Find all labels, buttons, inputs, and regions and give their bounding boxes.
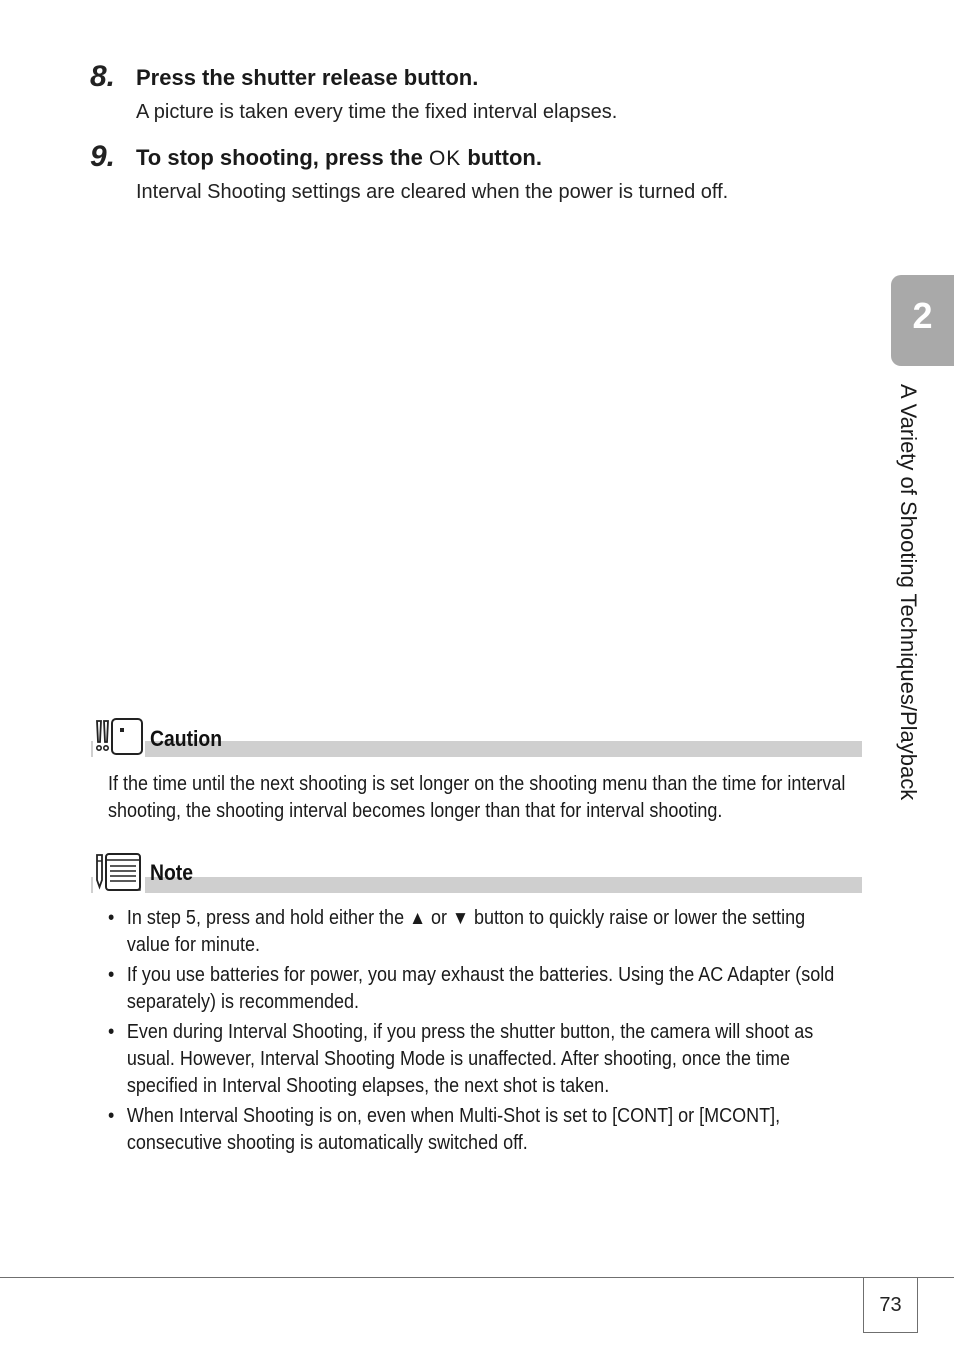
note-bar — [91, 877, 862, 893]
up-arrow-icon: ▲ — [409, 908, 427, 929]
note-line: value for minute. — [126, 934, 260, 956]
note-line: usual. However, Interval Shooting Mode is unaffected. After shooting, once the time — [126, 1048, 790, 1070]
caution-line: If the time until the next shooting is set longer on the shooting menu than the time for interval — [108, 773, 846, 795]
note-line: If you use batteries for power, you may exhaust the batteries. Using the AC Adapter (sold — [126, 964, 835, 986]
note-line — [127, 905, 846, 932]
note-text: or — [431, 907, 448, 929]
note-text: In step 5, press and hold either the — [126, 907, 405, 929]
caution-body — [108, 771, 846, 825]
step-title — [136, 145, 542, 171]
note-line: separately) is recommended. — [126, 991, 360, 1013]
note-line: specified in Interval Shooting elapses, the next shot is taken. — [126, 1075, 610, 1097]
down-arrow-icon: ▼ — [452, 908, 469, 929]
note-item — [108, 1103, 846, 1157]
caution-icon — [93, 716, 145, 763]
note-line: When Interval Shooting is on, even when Multi-Shot is set to [CONT] or [MCONT], — [126, 1105, 781, 1127]
step-description: Interval Shooting settings are cleared when the power is turned off. — [136, 181, 729, 203]
step-9 — [90, 140, 850, 210]
chapter-tab — [891, 275, 954, 366]
caution-label: Caution — [150, 726, 223, 751]
step-number: 8. — [90, 60, 116, 93]
note-list — [108, 905, 846, 1160]
page-number: 73 — [879, 1294, 902, 1316]
step-description: A picture is taken every time the fixed interval elapses. — [136, 101, 618, 123]
note-text: button to quickly raise or lower the setting — [473, 907, 806, 929]
step-title: Press the shutter release button. — [136, 65, 479, 90]
chapter-number: 2 — [912, 295, 933, 336]
bullet: • — [108, 907, 115, 929]
step-number: 9. — [90, 140, 116, 173]
step-title-text: button. — [467, 145, 542, 170]
note-icon — [93, 850, 145, 899]
note-item — [108, 1019, 846, 1100]
note-line: consecutive shooting is automatically switched off. — [126, 1132, 528, 1154]
note-label: Note — [150, 860, 194, 885]
note-item — [108, 905, 846, 959]
footer-rule — [0, 1277, 954, 1278]
step-8 — [90, 60, 850, 130]
bullet: • — [108, 1105, 115, 1127]
page-number-box — [863, 1277, 918, 1333]
step-title-text: To stop shooting, press the — [136, 145, 423, 170]
note-item — [108, 962, 846, 1016]
note-line: Even during Interval Shooting, if you press the shutter button, the camera will shoot as — [126, 1021, 814, 1043]
bullet: • — [108, 964, 115, 986]
bullet: • — [108, 1021, 115, 1043]
caution-header — [91, 716, 862, 760]
chapter-title: A Variety of Shooting Techniques/Playback — [896, 384, 921, 801]
ok-button-glyph: OK — [428, 147, 462, 170]
caution-line: shooting, the shooting interval becomes longer than that for interval shooting. — [108, 800, 723, 822]
note-header — [91, 850, 862, 894]
